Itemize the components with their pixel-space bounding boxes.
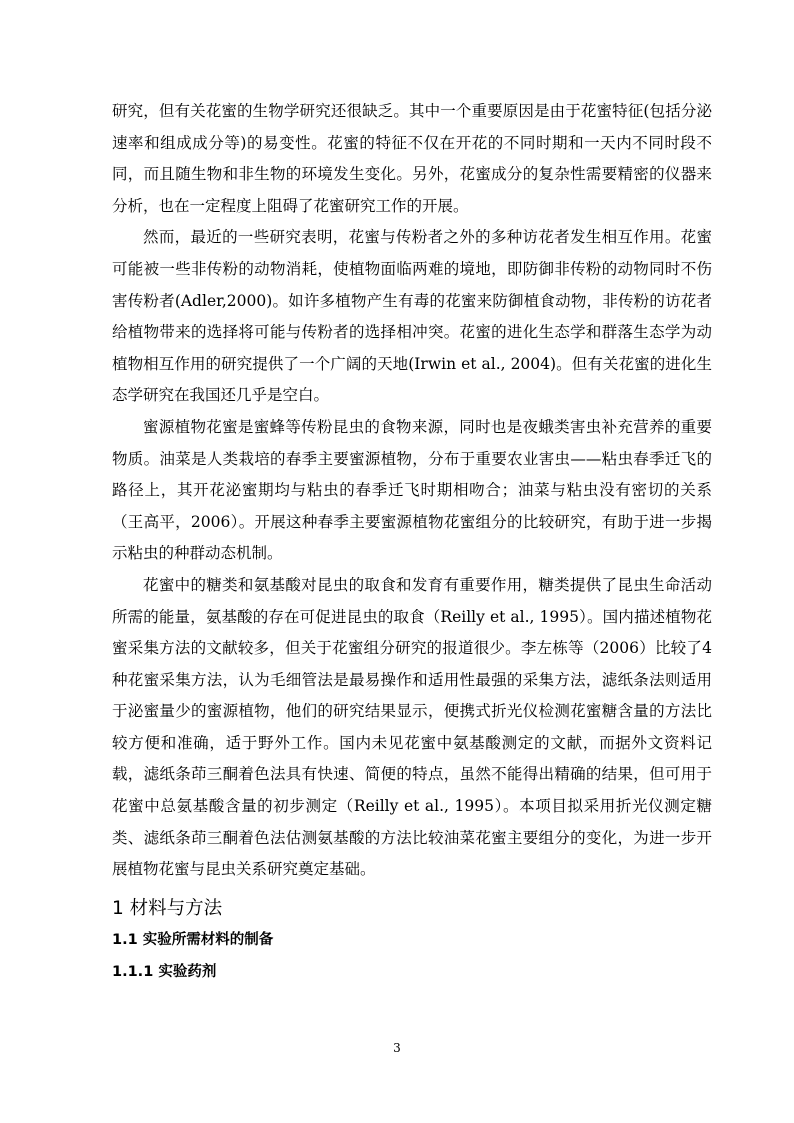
subsubsection-heading-reagents: 1.1.1 实验药剂	[112, 963, 217, 980]
page-number: 3	[393, 1041, 401, 1055]
page-body	[112, 96, 712, 988]
paragraph-1: 研究，但有关花蜜的生物学研究还很缺乏。其中一个重要原因是由于花蜜特征(包括分泌速率和组成成分等)的易变性。花蜜的特征不仅在开花的不同时期和一天内不同时段不同，而且随生物和非生物的环境发生变化。另外，花蜜成分的复杂性需要精密的仪器来分析，也在一定程度上阻碍了花蜜研究工作的开展。	[112, 102, 712, 215]
paragraph-2: 然而，最近的一些研究表明，花蜜与传粉者之外的多种访花者发生相互作用。花蜜可能被一些非传粉的动物消耗，使植物面临两难的境地，即防御非传粉的动物同时不伤害传粉者(Adler,2000)。如许多植物产生有毒的花蜜来防御植食动物，非传粉的访花者给植物带来的选择将可能与传粉者的选择相冲突。花蜜的进化生态学和群落生态学为动植物相互作用的研究提供了一个广阔的天地(Irwin et al., 2004)。但有关花蜜的进化生态学研究在我国还几乎是空白。	[112, 228, 712, 405]
paragraph-3: 蜜源植物花蜜是蜜蜂等传粉昆虫的食物来源，同时也是夜蛾类害虫补充营养的重要物质。油菜是人类栽培的春季主要蜜源植物，分布于重要农业害虫——粘虫春季迁飞的路径上，其开花泌蜜期均与粘虫的春季迁飞时期相吻合；油菜与粘虫没有密切的关系（王高平，2006）。开展这种春季主要蜜源植物花蜜组分的比较研究，有助于进一步揭示粘虫的种群动态机制。	[112, 417, 712, 563]
section-heading-materials-methods: 1 材料与方法	[112, 897, 223, 919]
paragraph-4: 花蜜中的糖类和氨基酸对昆虫的取食和发育有重要作用，糖类提供了昆虫生命活动所需的能量，氨基酸的存在可促进昆虫的取食（Reilly et al., 1995）。国内描述植物花蜜采集方法的文献较多，但关于花蜜组分研究的报道很少。李左栋等（2006）比较了4种花蜜采集方法，认为毛细管法是最易操作和适用性最强的采集方法，滤纸条法则适用于泌蜜量少的蜜源植物，他们的研究结果显示，便携式折光仪检测花蜜糖含量的方法比较方便和准确，适于野外工作。国内未见花蜜中氨基酸测定的文献，而据外文资料记载，滤纸条茚三酮着色法具有快速、简便的特点，虽然不能得出精确的结果，但可用于花蜜中总氨基酸含量的初步测定（Reilly et al., 1995）。本项目拟采用折光仪测定糖类、滤纸条茚三酮着色法估测氨基酸的方法比较油菜花蜜主要组分的变化，为进一步开展植物花蜜与昆虫关系研究奠定基础。	[112, 575, 712, 879]
subsection-heading-materials-preparation: 1.1 实验所需材料的制备	[112, 931, 274, 948]
